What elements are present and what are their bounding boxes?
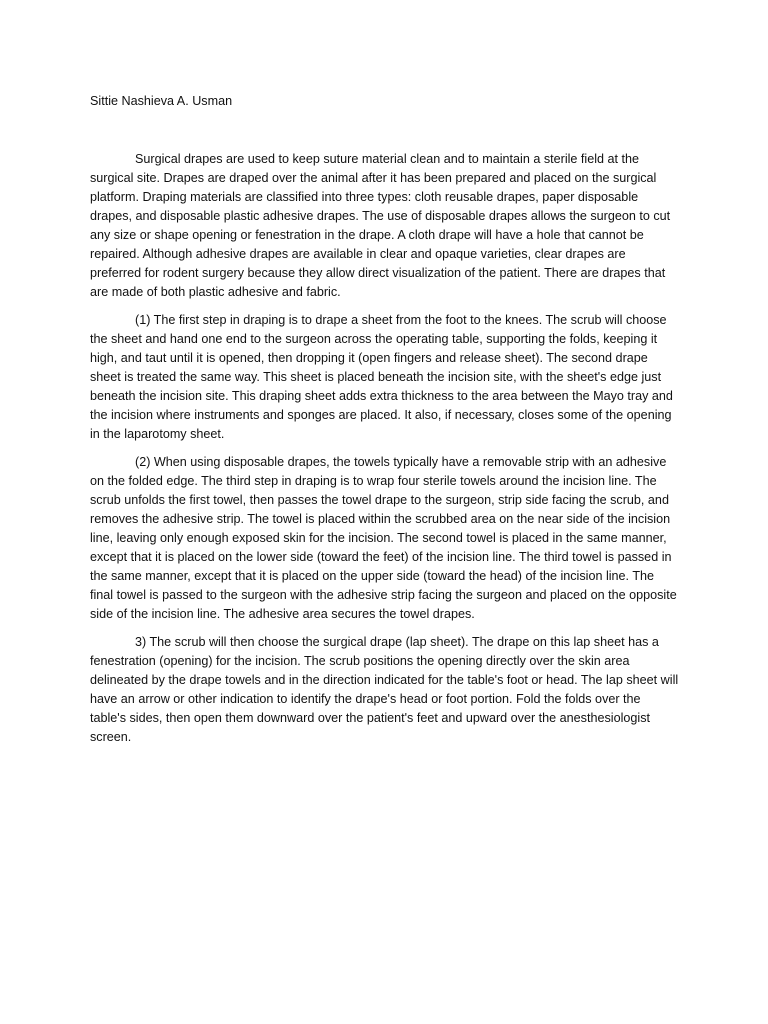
paragraph-step-2: (2) When using disposable drapes, the towels typically have a removable strip with an adhesive on the folded edge. The third step in draping is to wrap four sterile towels around the incision line. The scrub unfolds the first towel, then passes the towel drape to the surgeon, strip side facing the scrub, and removes the adhesive strip. The towel is placed within the scrubbed area on the near side of the incision line, leaving only enough exposed skin for the incision. The second towel is placed in the same manner, except that it is placed on the lower side (toward the feet) of the incision line. The third towel is passed in the same manner, except that it is placed on the upper side (toward the head) of the incision line. The final towel is passed to the surgeon with the adhesive strip facing the surgeon and placed on the opposite side of the incision line. The adhesive area secures the towel drapes. — [90, 455, 677, 621]
author-name: Sittie Nashieva A. Usman — [90, 94, 233, 108]
paragraph-step-1: (1) The first step in draping is to drape a sheet from the foot to the knees. The scrub will choose the sheet and hand one end to the surgeon across the operating table, supporting the folds, keeping it high, and taut until it is opened, then dropping it (open fingers and release sheet). The second drape sheet is treated the same way. This sheet is placed beneath the incision site, with the sheet's edge just beneath the incision site. This draping sheet adds extra thickness to the area between the Mayo tray and the incision where instruments and sponges are placed. It also, if necessary, closes some of the opening in the laparotomy sheet. — [90, 313, 673, 441]
paragraph-intro: Surgical drapes are used to keep suture material clean and to maintain a sterile field at the surgical site. Drapes are draped over the animal after it has been prepared and placed on the surgical platform. Draping materials are classified into three types: cloth reusable drapes, paper disposable drapes, and disposable plastic adhesive drapes. The use of disposable drapes allows the surgeon to cut any size or shape opening or fenestration in the drape. A cloth drape will have a hole that cannot be repaired. Although adhesive drapes are available in clear and opaque varieties, clear drapes are preferred for rodent surgery because they allow direct visualization of the patient. There are drapes that are made of both plastic adhesive and fabric. — [90, 152, 671, 299]
document-body — [90, 150, 680, 756]
paragraph-step-3: 3) The scrub will then choose the surgical drape (lap sheet). The drape on this lap sheet has a fenestration (opening) for the incision. The scrub positions the opening directly over the skin area delineated by the drape towels and in the direction indicated for the table's foot or head. The lap sheet will have an arrow or other indication to identify the drape's head or foot portion. Fold the folds over the table's sides, then open them downward over the patient's feet and upward over the anesthesiologist screen. — [90, 635, 679, 744]
